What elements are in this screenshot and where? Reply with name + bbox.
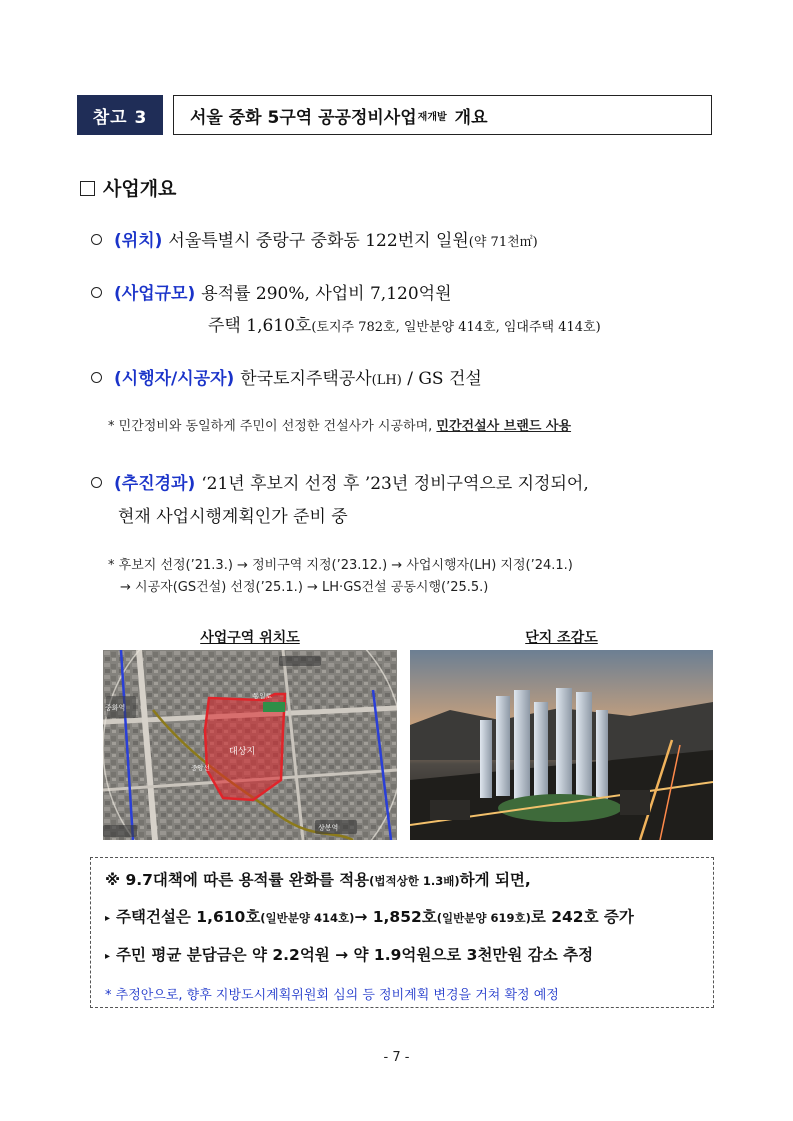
summary-text-small: (일반분양 619호): [436, 911, 531, 925]
summary-text-small: (일반분양 414호): [260, 911, 355, 925]
render-caption: 단지 조감도: [525, 630, 598, 646]
summary-text: 주택건설은 1,610호: [116, 908, 261, 926]
map-label-station2: 상봉역: [318, 824, 339, 832]
item-operator: [91, 364, 482, 389]
map-label-station1: 중화역: [105, 704, 126, 712]
reference-badge: 참고 3: [77, 95, 163, 135]
summary-line-2: [105, 905, 634, 927]
item-text: 주택 1,610호: [208, 316, 312, 336]
map-caption: 사업구역 위치도: [200, 630, 300, 646]
summary-text: 주민 평균 분담금은 약 2.2억원 → 약 1.9억원으로 3천만원 감소 추정: [116, 946, 594, 964]
note-emphasis: 민간건설사 브랜드 사용: [436, 419, 572, 434]
summary-box: [90, 857, 714, 1008]
item-key: (사업규모): [114, 284, 196, 304]
item-text: / GS 건설: [401, 369, 482, 389]
summary-text: ※ 9.7대책에 따른 용적률 완화를 적용: [105, 871, 370, 889]
complex-rendering: [410, 650, 713, 840]
map-label-road: 동일로: [253, 692, 272, 700]
section-heading-text: 사업개요: [103, 178, 177, 200]
operator-note: [108, 415, 571, 434]
map-label-target: 대상지: [229, 747, 256, 757]
item-scale: [91, 279, 452, 304]
section-heading: [80, 174, 176, 201]
progress-note-line2: → 시공자(GS건설) 선정(’25.1.) → LH·GS건설 공동시행(’25.5.): [120, 580, 489, 595]
triangle-bullet-icon: ▸: [105, 951, 111, 962]
title-tail: 개요: [454, 107, 488, 128]
item-progress-line2: 현재 사업시행계획인가 준비 중: [118, 507, 348, 527]
checkbox-square-icon: [80, 181, 95, 196]
circle-bullet-icon: [91, 234, 102, 245]
circle-bullet-icon: [91, 287, 102, 298]
summary-line-3: [105, 943, 593, 965]
item-scale-line2: [208, 311, 601, 336]
summary-text-small: (법적상한 1.3배): [369, 874, 460, 888]
item-text: ‘21년 후보지 선정 후 ’23년 정비구역으로 지정되어,: [201, 474, 589, 494]
summary-note: * 추정안으로, 향후 지방도시계획위원회 심의 등 정비계획 변경을 거쳐 확정 예정: [105, 988, 559, 1003]
item-location: [91, 226, 538, 251]
item-text: 한국토지주택공사: [240, 369, 372, 389]
item-key: (추진경과): [114, 474, 196, 494]
item-text-small: (토지주 782호, 일반분양 414호, 임대주택 414호): [311, 320, 601, 335]
item-key: (위치): [114, 231, 163, 251]
title-superscript: 재개발: [417, 111, 447, 123]
summary-line-1: [105, 868, 531, 890]
circle-bullet-icon: [91, 477, 102, 488]
item-progress: [91, 469, 589, 494]
complex-rendering-graphic: [410, 650, 713, 840]
item-text-small: (약 71천㎡): [468, 235, 538, 250]
summary-text: 로 242호 증가: [530, 908, 634, 926]
page-number: - 7 -: [383, 1050, 410, 1065]
item-text: 서울특별시 중랑구 중화동 122번지 일원: [168, 231, 469, 251]
item-text: 용적률 290%, 사업비 7,120억원: [201, 284, 452, 304]
map-label-line: 중앙선: [191, 764, 210, 772]
progress-note-line1: * 후보지 선정(’21.3.) → 정비구역 지정(’23.12.) → 사업시행자(LH) 지정(’24.1.): [108, 558, 573, 573]
summary-text: → 1,852호: [354, 908, 437, 926]
triangle-bullet-icon: ▸: [105, 913, 111, 924]
page-title: [173, 95, 712, 135]
note-text: * 민간정비와 동일하게 주민이 선정한 건설사가 시공하며,: [108, 419, 437, 434]
location-map-graphic: [103, 650, 397, 840]
item-text-small: (LH): [371, 373, 402, 388]
circle-bullet-icon: [91, 372, 102, 383]
title-main: 서울 중화 5구역 공공정비사업: [190, 107, 417, 128]
location-map: [103, 650, 397, 840]
summary-text: 하게 되면,: [459, 871, 531, 889]
item-key: (시행자/시공자): [114, 369, 235, 389]
